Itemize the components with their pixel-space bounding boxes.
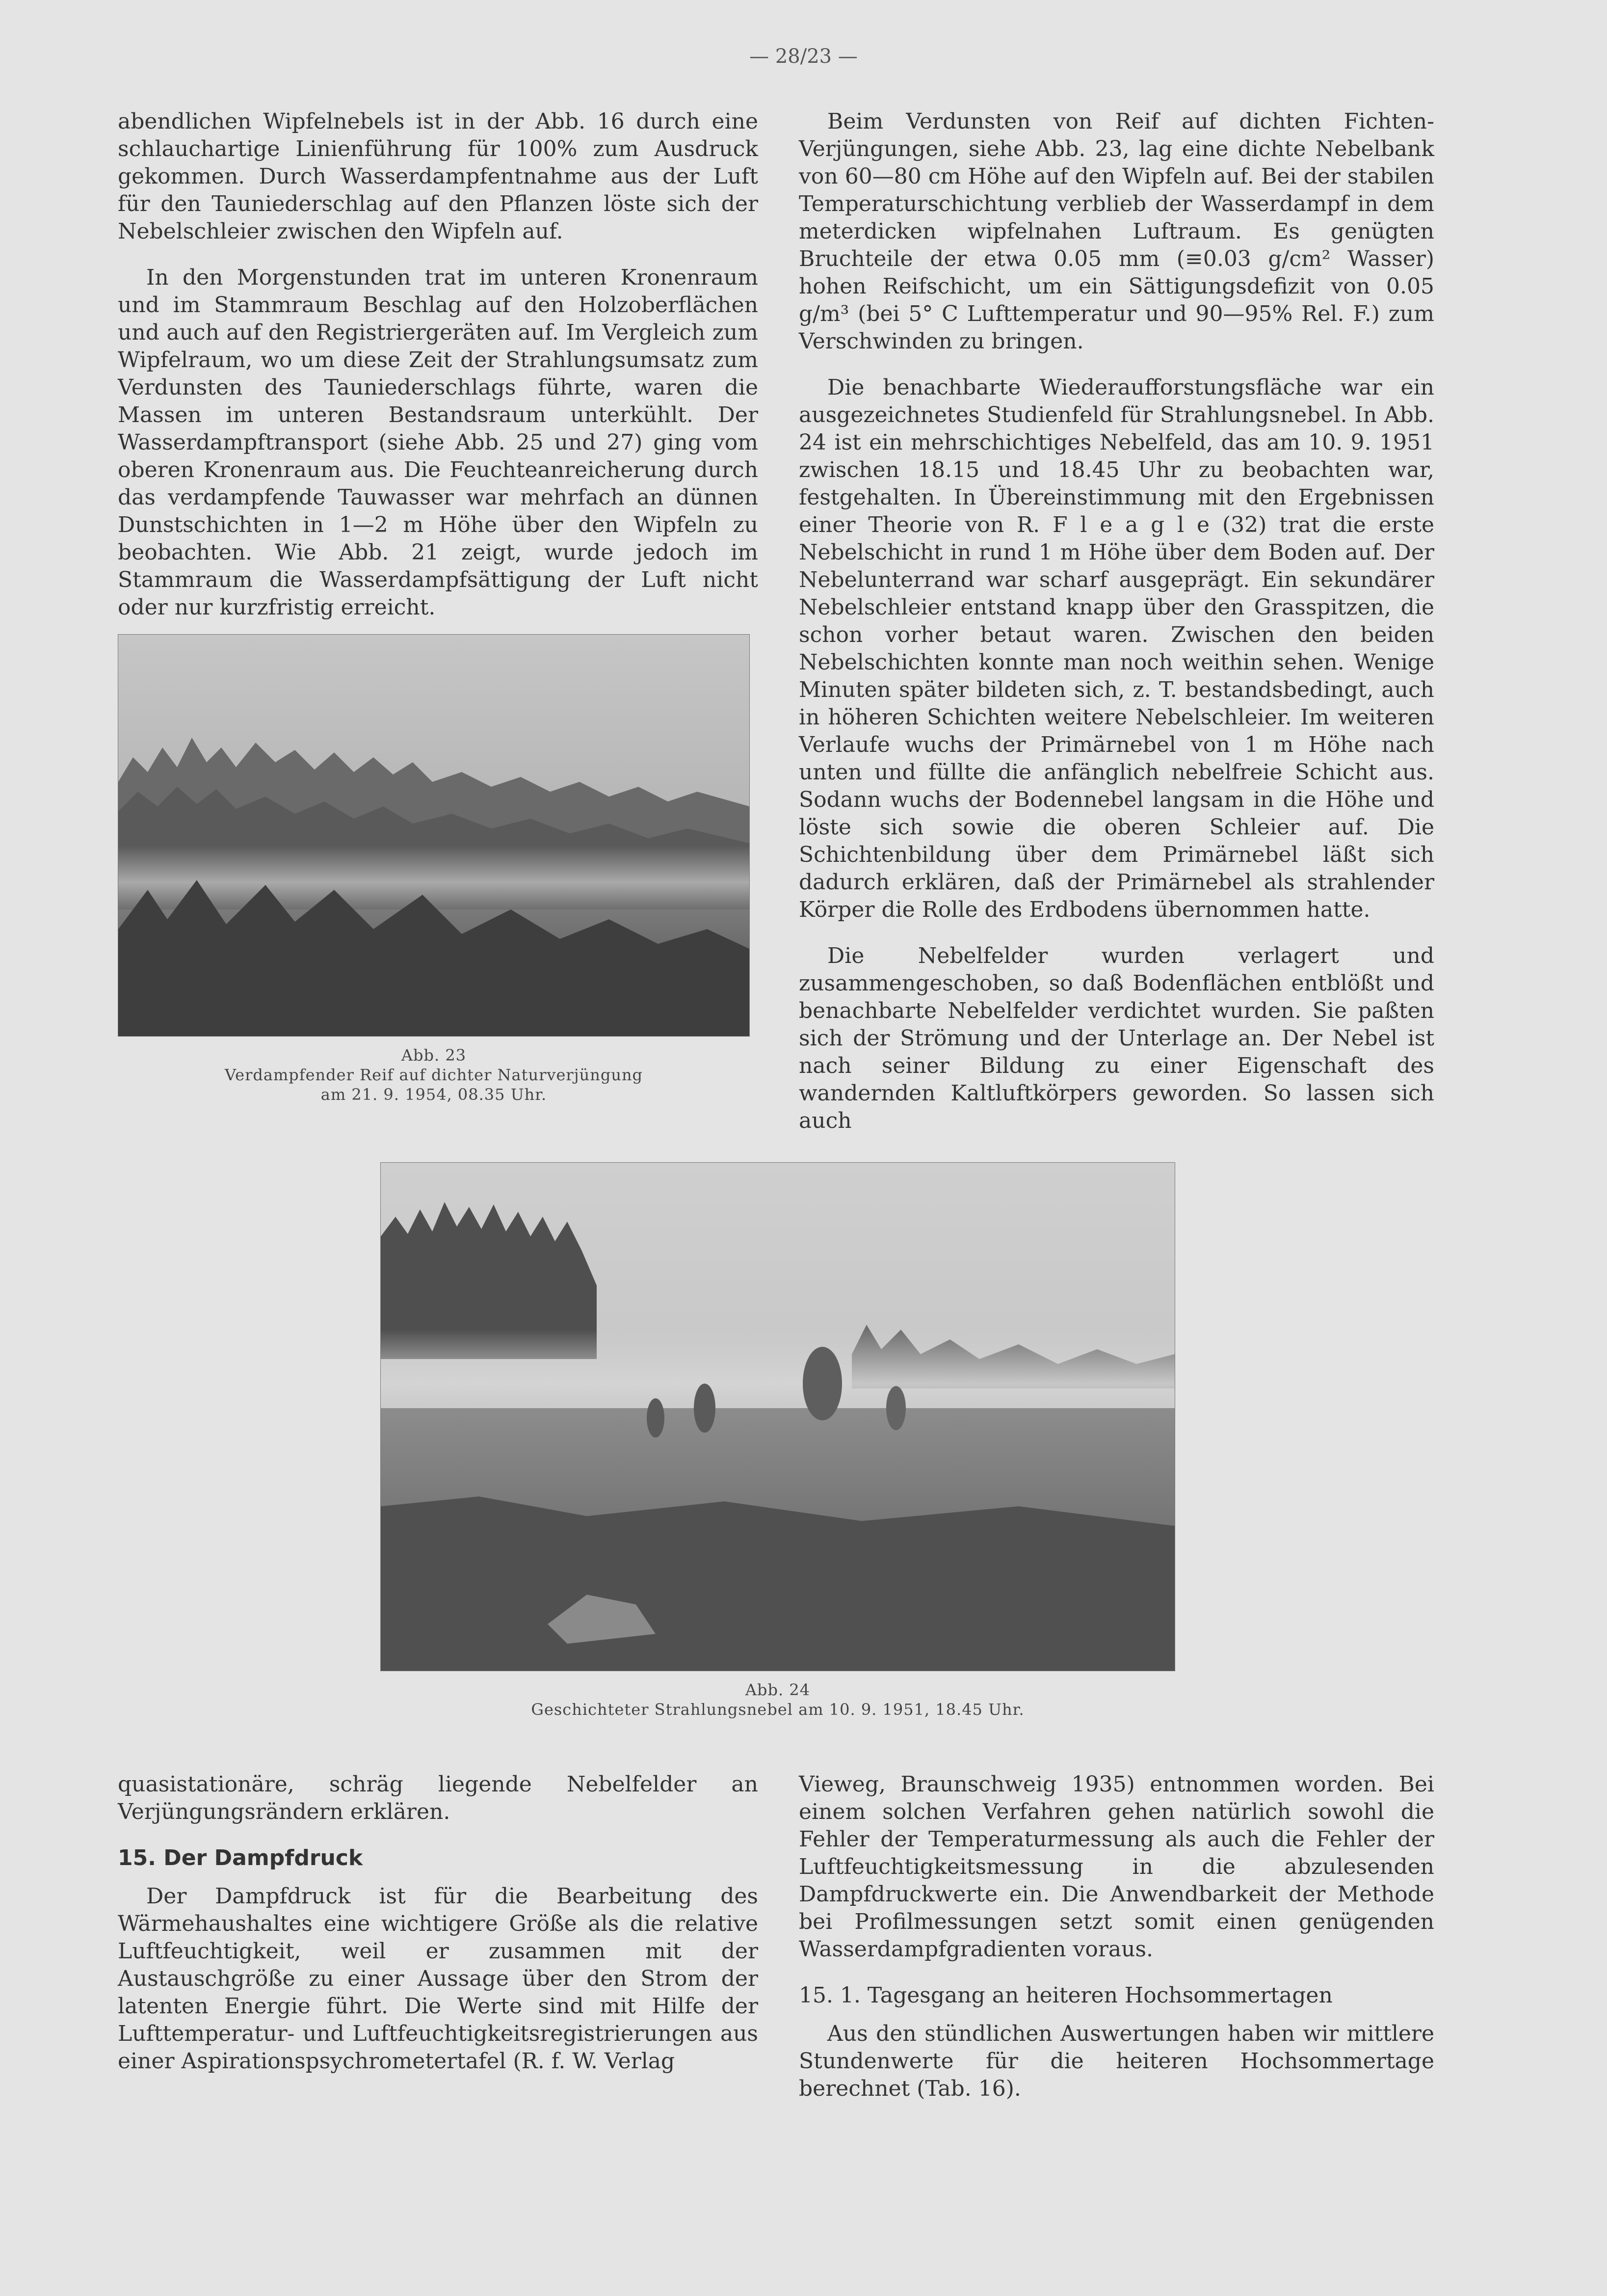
figure-24-caption: Geschichteter Strahlungsnebel am 10. 9. 1951, 18.45 Uhr.: [531, 1700, 1025, 1719]
paragraph-dampfdruck: Der Dampfdruck ist für die Bearbeitung des Wärmehaushaltes eine wichtigere Größe als die relative Luftfeuchtigkeit, weil er zusammen mit der Austauschgröße zu einer Aussage über den Strom der latenten Energie führt. Die Werte sind mit Hilfe der Lufttemperatur- und Luftfeuchtigkeitsregistrierungen aus einer Aspirationspsychrometertafel (R. f. W. Verlag: [118, 1884, 758, 2074]
column-bottom-left: [118, 1771, 758, 2094]
figure-24: [380, 1162, 1175, 1719]
figure-23-caption-line1: Verdampfender Reif auf dichter Naturverjüngung: [224, 1066, 643, 1084]
subsection-heading-tagesgang: 15. 1. Tagesgang an heiteren Hochsommertagen: [799, 1983, 1333, 2008]
figure-23: [118, 634, 750, 1104]
paragraph-quasistationaer: quasistationäre, schräg liegende Nebelfelder an Verjüngungsrändern erklären.: [118, 1772, 758, 1824]
column-top-left: [118, 108, 758, 640]
figure-23-label: Abb. 23: [401, 1046, 467, 1065]
paragraph-wiederaufforstung: Die benachbarte Wiederaufforstungsfläche war ein ausgezeichnetes Studienfeld für Strahlungsnebel. In Abb. 24 ist ein mehrschichtiges Nebelfeld, das am 10. 9. 1951 zwischen 18.15 und 18.45 Uhr zu beobachten war, festgehalten. In Übereinstimmung mit den Ergebnissen einer Theorie von R. F l e a g l e (32) trat die erste Nebelschicht in rund 1 m Höhe über dem Boden auf. Der Nebelunterrand war scharf ausgeprägt. Ein sekundärer Nebelschleier entstand knapp über den Grasspitzen, die schon vorher betaut waren. Zwischen den beiden Nebelschichten konnte man noch weithin sehen. Wenige Minuten später bildeten sich, z. T. bestandsbedingt, auch in höheren Schichten weitere Nebelschleier. Im weiteren Verlaufe wuchs der Primärnebel von 1 m Höhe nach unten und füllte die anfänglich nebelfreie Schicht aus. Sodann wuchs der Bodennebel langsam in die Höhe und löste sich sowie die oberen Schleier auf. Die Schichtenbildung über dem Primärnebel läßt sich dadurch erklären, daß der Primärnebel als strahlender Körper die Rolle des Erdbodens übernommen hatte.: [799, 375, 1434, 922]
paragraph-reif-verdunsten: Beim Verdunsten von Reif auf dichten Fichten-Verjüngungen, siehe Abb. 23, lag eine dichte Nebelbank von 60—80 cm Höhe auf den Wipfeln auf. Bei der stabilen Temperaturschichtung verblieb der Wasserdampf in dem meterdicken wipfelnahen Luftraum. Es genügten Bruchteile der etwa 0.05 mm (≡0.03 g/cm² Wasser) hohen Reifschicht, um ein Sättigungsdefizit von 0.05 g/m³ (bei 5° C Lufttemperatur und 90—95% Rel. F.) zum Verschwinden zu bringen.: [799, 109, 1434, 354]
column-top-right: [799, 108, 1434, 1153]
photo-radiation-fog: [380, 1162, 1175, 1671]
paragraph-nebelfelder: Die Nebelfelder wurden verlagert und zusammengeschoben, so daß Bodenflächen entblößt und benachbarte Nebelfelder verdichtet wurden. Sie paßten sich der Strömung und der Unterlage an. Der Nebel ist nach seiner Bildung zu einer Eigenschaft des wandernden Kaltluftkörpers geworden. So lassen sich auch: [799, 943, 1434, 1133]
paragraph-morgenstunden: In den Morgenstunden trat im unteren Kronenraum und im Stammraum Beschlag auf den Holzoberflächen und auch auf den Registriergeräten auf. Im Vergleich zum Wipfelraum, wo um diese Zeit der Strahlungsumsatz zum Verdunsten des Tauniederschlags führte, waren die Massen im unteren Bestandsraum unterkühlt. Der Wasserdampftransport (siehe Abb. 25 und 27) ging vom oberen Kronenraum aus. Die Feuchteanreicherung durch das verdampfende Tauwasser war mehrfach an dünnen Dunstschichten in 1—2 m Höhe über den Wipfeln zu beobachten. Wie Abb. 21 zeigt, wurde jedoch im Stammraum die Wasserdampfsättigung der Luft nicht oder nur kurzfristig erreicht.: [118, 265, 758, 620]
figure-23-caption-line2: am 21. 9. 1954, 08.35 Uhr.: [320, 1085, 547, 1104]
paragraph-wipfelnebel: abendlichen Wipfelnebels ist in der Abb. 16 durch eine schlauchartige Linienführung für 100% zum Ausdruck gekommen. Durch Wasserdampfentnahme aus der Luft für den Tauniederschlag auf den Pflanzen löste sich der Nebelschleier zwischen den Wipfeln auf.: [118, 109, 758, 244]
photo-frost-evaporation: [118, 634, 750, 1037]
paragraph-stundenwerte: Aus den stündlichen Auswertungen haben wir mittlere Stundenwerte für die heiteren Hochsommertage berechnet (Tab. 16).: [799, 2021, 1434, 2101]
figure-24-label: Abb. 24: [745, 1681, 811, 1699]
page-number: — 28/23 —: [749, 45, 858, 68]
paragraph-vieweg: Vieweg, Braunschweig 1935) entnommen worden. Bei einem solchen Verfahren gehen natürlich sowohl die Fehler der Temperaturmessung als auch die Fehler der Luftfeuchtigkeitsmessung in die abzulesenden Dampfdruckwerte ein. Die Anwendbarkeit der Methode bei Profilmessungen setzt somit einen genügenden Wasserdampfgradienten voraus.: [799, 1772, 1434, 1962]
section-heading-dampfdruck: 15. Der Dampfdruck: [118, 1845, 363, 1870]
column-bottom-right: [799, 1771, 1434, 2121]
